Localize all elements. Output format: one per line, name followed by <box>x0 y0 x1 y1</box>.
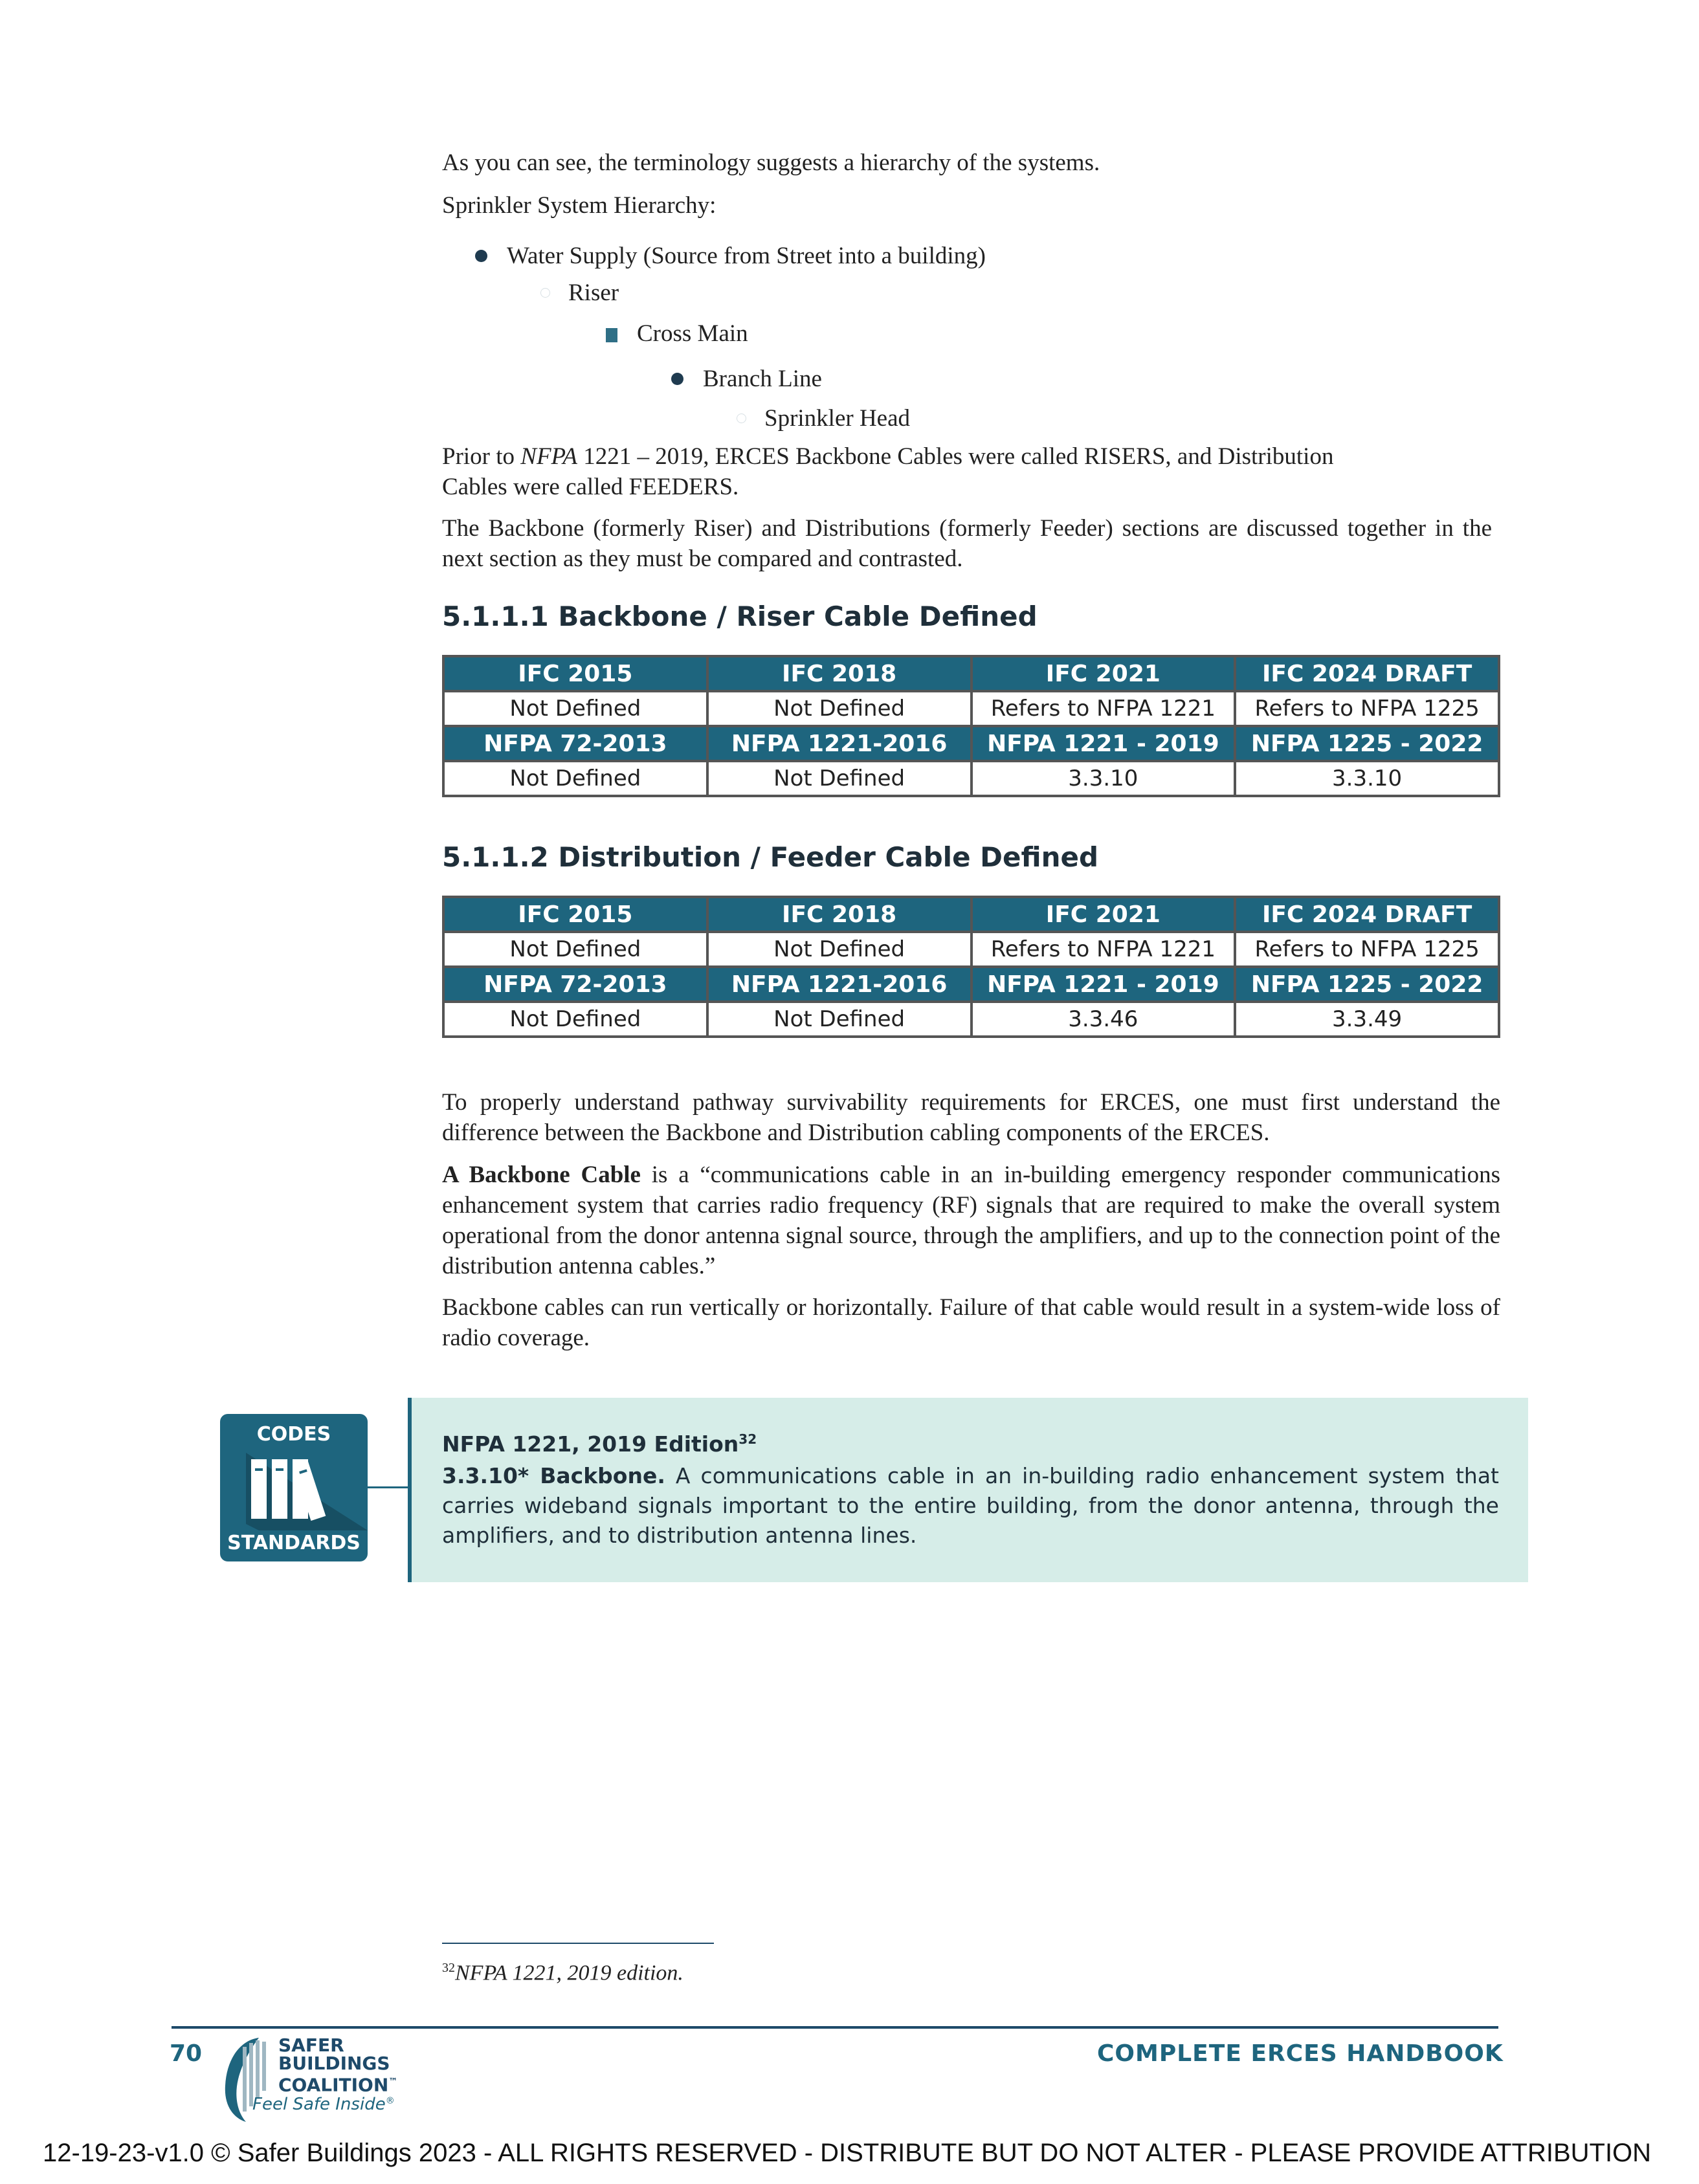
table-cell: 3.3.10 <box>1235 761 1499 796</box>
list-item: Branch Line <box>671 364 822 394</box>
footnote: $^{32}$NFPA 1221, 2019 edition. <box>442 1961 683 1985</box>
table-header-cell: IFC 2018 <box>707 656 972 691</box>
table-row <box>443 967 1499 1002</box>
table-header-cell: IFC 2018 <box>707 897 972 932</box>
backbone-table <box>442 655 1500 797</box>
bullet-ring-icon <box>737 414 746 423</box>
table-cell: 3.3.46 <box>972 1002 1236 1037</box>
table-cell: Refers to NFPA 1221 <box>972 691 1236 726</box>
table-cell: Not Defined <box>707 932 972 967</box>
callout-connector <box>368 1486 408 1488</box>
backbone-definition-paragraph: A Backbone Cable is a “communications cable in an in-building emergency responder communications enhancement system that carries radio frequency (RF) signals that are required to make the overall system operational from the donor antenna signal source, through the amplifiers, and up to the connection point of the distribution antenna cables.” <box>442 1162 1501 1279</box>
table-header-cell: IFC 2015 <box>443 656 707 691</box>
table-header-cell: IFC 2021 <box>972 656 1236 691</box>
table-cell: 3.3.49 <box>1235 1002 1499 1037</box>
badge-bottom-label: STANDARDS <box>227 1532 361 1554</box>
logo-text-line: COALITION™ <box>278 2074 398 2096</box>
list-item: Riser <box>540 278 619 308</box>
table-cell: Not Defined <box>707 691 972 726</box>
table-cell: Not Defined <box>443 691 707 726</box>
table-cell: Not Defined <box>707 761 972 796</box>
bullet-ring-icon <box>540 288 550 298</box>
table-header-cell: NFPA 1225 - 2022 <box>1235 967 1499 1002</box>
table-row <box>443 656 1499 691</box>
badge-top-label: CODES <box>256 1423 331 1446</box>
section-heading-backbone: 5.1.1.1 Backbone / Riser Cable Defined <box>442 601 1038 632</box>
table-cell: Refers to NFPA 1225 <box>1235 932 1499 967</box>
table-header-cell: IFC 2015 <box>443 897 707 932</box>
backbone-paragraph: The Backbone (formerly Riser) and Distributions (formerly Feeder) sections are discussed together in the next section as they must be compared and contrasted. <box>442 515 1492 572</box>
table-cell: Refers to NFPA 1225 <box>1235 691 1499 726</box>
table-row <box>443 691 1499 726</box>
binders-icon <box>220 1446 368 1530</box>
distribution-table <box>442 896 1500 1038</box>
table-header-cell: NFPA 1225 - 2022 <box>1235 726 1499 761</box>
callout-title: NFPA 1221, 2019 Edition$^{32}$ <box>442 1431 757 1457</box>
intro-line: As you can see, the terminology suggests a hierarchy of the systems. <box>442 149 1100 176</box>
callout-text: 3.3.10* Backbone. A communications cable in an in-building radio enhancement system that carries wideband signals important to the entire building, from the donor antenna, through the amplifiers, and to distribution antenna lines. <box>442 1463 1499 1548</box>
table-row <box>443 897 1499 932</box>
table-header-cell: NFPA 1221-2016 <box>707 726 972 761</box>
page-number: 70 <box>170 2040 203 2067</box>
bullet-square-icon <box>606 328 617 342</box>
bullet-dot-icon <box>475 250 487 262</box>
hierarchy-heading: Sprinkler System Hierarchy: <box>442 192 716 219</box>
table-header-cell: IFC 2024 DRAFT <box>1235 897 1499 932</box>
prior-paragraph: Prior to NFPA 1221 – 2019, ERCES Backbone Cables were called RISERS, and Distribution Cables were called FEEDERS. <box>442 443 1334 500</box>
table-cell: Not Defined <box>707 1002 972 1037</box>
table-header-cell: IFC 2021 <box>972 897 1236 932</box>
table-row <box>443 1002 1499 1037</box>
copyright-line: 12-19-23-v1.0 © Safer Buildings 2023 - ALL RIGHTS RESERVED - DISTRIBUTE BUT DO NOT ALTER - PLEASE PROVIDE ATTRIBUTION <box>43 2139 1652 2167</box>
table-cell: Not Defined <box>443 761 707 796</box>
table-header-cell: NFPA 1221 - 2019 <box>972 726 1236 761</box>
list-item: Water Supply (Source from Street into a building) <box>475 241 986 271</box>
logo-tagline: Feel Safe Inside® <box>252 2095 395 2114</box>
table-header-cell: NFPA 72-2013 <box>443 726 707 761</box>
list-item: Cross Main <box>606 318 748 349</box>
footnote-rule <box>442 1943 714 1944</box>
safer-buildings-logo <box>214 2034 408 2124</box>
list-item: Sprinkler Head <box>737 403 910 434</box>
definition-term: A Backbone Cable <box>442 1162 641 1188</box>
horizontal-paragraph: Backbone cables can run vertically or horizontally. Failure of that cable would result in a system-wide loss of radio coverage. <box>442 1294 1500 1351</box>
table-header-cell: NFPA 72-2013 <box>443 967 707 1002</box>
table-row <box>443 726 1499 761</box>
logo-text-line: SAFER <box>278 2035 344 2056</box>
table-row <box>443 761 1499 796</box>
table-cell: Not Defined <box>443 932 707 967</box>
section-heading-distribution: 5.1.1.2 Distribution / Feeder Cable Defined <box>442 841 1099 873</box>
codes-standards-badge <box>220 1414 368 1561</box>
survivability-paragraph: To properly understand pathway survivability requirements for ERCES, one must first understand the difference between the Backbone and Distribution cabling components of the ERCES. <box>442 1089 1500 1146</box>
table-header-cell: NFPA 1221 - 2019 <box>972 967 1236 1002</box>
callout-panel <box>412 1398 1528 1582</box>
table-cell: 3.3.10 <box>972 761 1236 796</box>
table-header-cell: NFPA 1221-2016 <box>707 967 972 1002</box>
table-cell: Refers to NFPA 1221 <box>972 932 1236 967</box>
footer-rule <box>172 2026 1498 2029</box>
handbook-title: COMPLETE ERCES HANDBOOK <box>1097 2040 1504 2067</box>
table-header-cell: IFC 2024 DRAFT <box>1235 656 1499 691</box>
bullet-dot-icon <box>671 373 683 385</box>
logo-text-line: BUILDINGS <box>278 2053 390 2074</box>
table-cell: Not Defined <box>443 1002 707 1037</box>
table-row <box>443 932 1499 967</box>
